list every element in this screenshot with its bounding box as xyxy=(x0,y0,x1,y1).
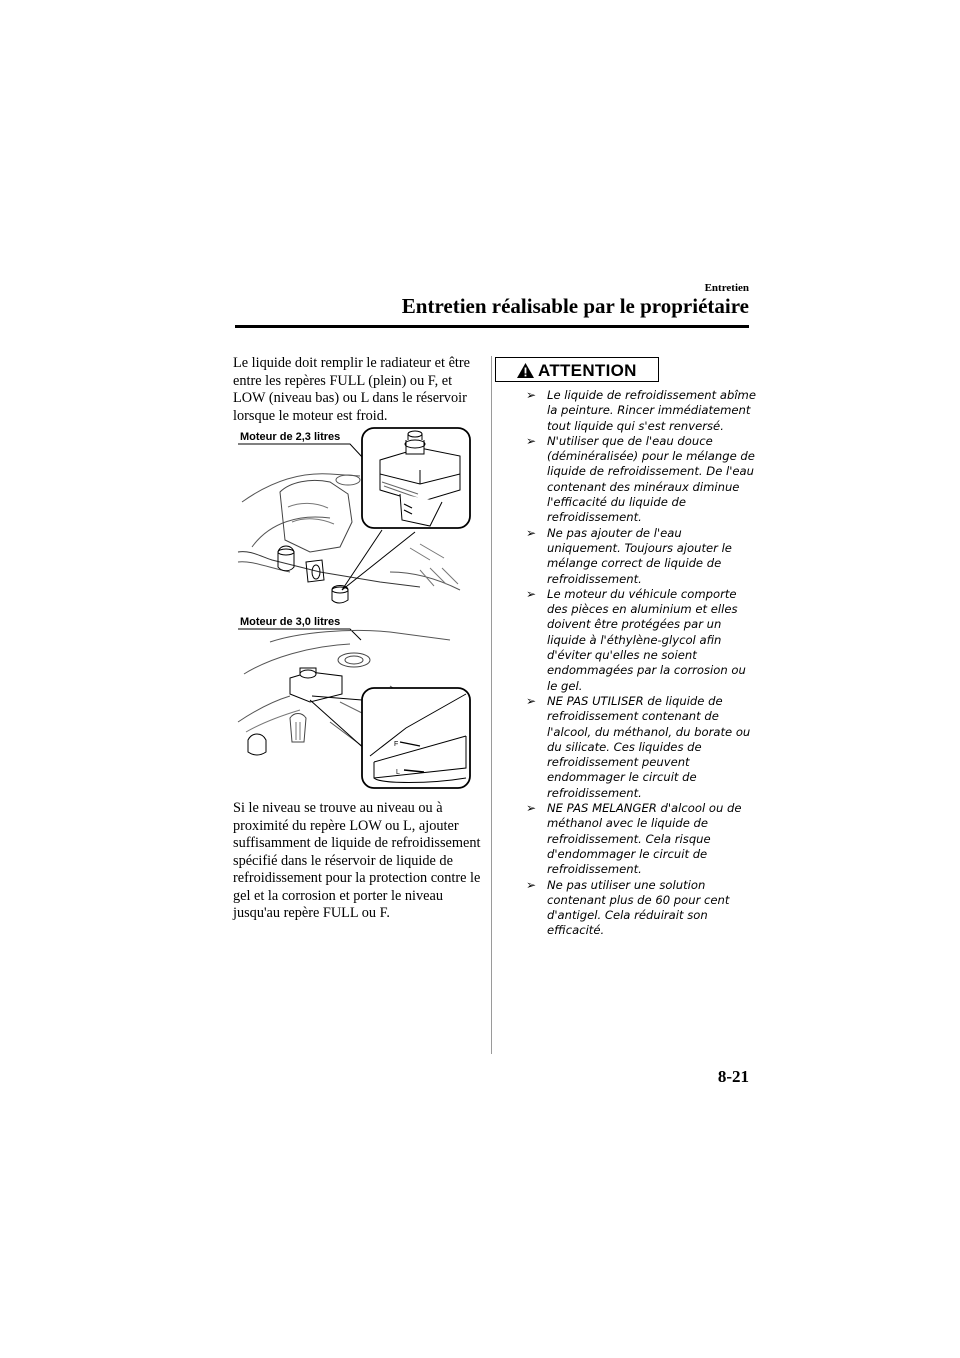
tank-mark-l: L xyxy=(396,769,400,776)
attention-item: ➢ Ne pas utiliser une solution contenant plus de 60 pour cent d'antigel. Cela réduirait son efficacité. xyxy=(526,877,730,938)
warning-icon xyxy=(516,362,535,379)
page-number: 8-21 xyxy=(717,1067,749,1086)
attention-item: ➢ Le moteur du véhicule comporte des pièces en aluminium et elles doivent être protégées par un liquide à l'éthylène-glycol afin d'éviter qu'elles ne soient endommagées par la corrosion ou le gel. xyxy=(526,586,746,693)
tank-mark-f: F xyxy=(394,741,399,748)
attention-item: ➢ Ne pas ajouter de l'eau uniquement. Toujours ajouter le mélange correct de liquide de refroidissement. xyxy=(526,525,732,586)
label-engine-30: Moteur de 3,0 litres xyxy=(240,616,341,628)
attention-label: ATTENTION xyxy=(538,361,637,380)
attention-item: ➢ N'utiliser que de l'eau douce (déminéralisée) pour le mélange de liquide de refroidissement. De l'eau contenant des minéraux diminue l'efficacité du liquide de refroidissement. xyxy=(526,433,755,525)
page-title: Entretien réalisable par le propriétaire xyxy=(401,294,749,318)
attention-item: ➢ NE PAS UTILISER de liquide de refroidissement contenant de l'alcool, du méthanol, du borate ou du silicate. Ces liquides de refroidissement peuvent endommager le circuit de refroidissement. xyxy=(526,693,751,800)
attention-item: ➢ NE PAS MELANGER d'alcool ou de méthanol avec le liquide de refroidissement. Cela risque d'endommager le circuit de refroidissement. xyxy=(526,801,742,877)
header-rule xyxy=(235,325,749,328)
bullet-arrow-icon: ➢ xyxy=(526,801,537,816)
column-divider xyxy=(491,356,492,1054)
bullet-arrow-icon: ➢ xyxy=(526,388,537,402)
bullet-arrow-icon: ➢ xyxy=(526,693,537,708)
bullet-arrow-icon: ➢ xyxy=(526,433,537,448)
attention-item: ➢ Le liquide de refroidissement abîme la peinture. Rincer immédiatement tout liquide qui s'est renversé. xyxy=(526,388,756,433)
attention-list xyxy=(526,388,756,939)
section-name: Entretien xyxy=(704,282,749,294)
bullet-arrow-icon: ➢ xyxy=(526,586,537,601)
intro-paragraph: Le liquide doit remplir le radiateur et être entre les repères FULL (plein) ou F, et LOW (niveau bas) ou L dans le réservoir lorsque le moteur est froid. xyxy=(233,355,470,424)
coolant-reservoir-illustration xyxy=(230,422,475,794)
bullet-arrow-icon: ➢ xyxy=(526,877,537,892)
refill-paragraph: Si le niveau se trouve au niveau ou à proximité du repère LOW ou L, ajouter suffisamment de liquide de refroidissement spécifié dans le réservoir de liquide de refroidissement pour la protection contre le gel et la corrosion et porter le niveau jusqu'au repère FULL ou F. xyxy=(233,800,481,921)
bullet-arrow-icon: ➢ xyxy=(526,525,537,540)
attention-header xyxy=(495,357,659,382)
label-engine-23: Moteur de 2,3 litres xyxy=(240,431,341,443)
